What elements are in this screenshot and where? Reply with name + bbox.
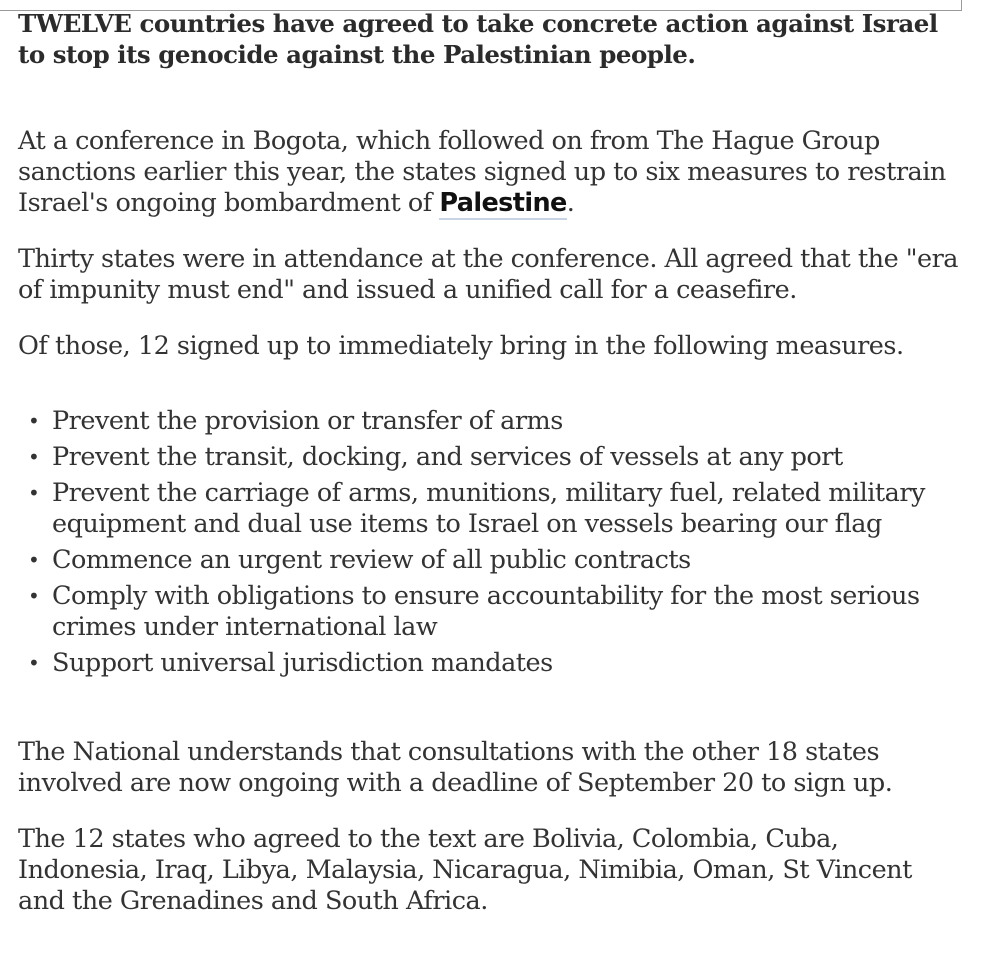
measure-text: Support universal jurisdiction mandates xyxy=(52,648,553,678)
bullet-icon: • xyxy=(28,409,40,433)
article-body xyxy=(18,8,958,917)
measure-text: Prevent the carriage of arms, munitions, military fuel, related military equipment and dual use items to Israel on vessels bearing our flag xyxy=(52,478,925,539)
article-lede: TWELVE countries have agreed to take concrete action against Israel to stop its genocide against the Palestinian people. xyxy=(18,9,938,69)
list-item xyxy=(18,545,958,576)
paragraph-measures-intro: Of those, 12 signed up to immediately bring in the following measures. xyxy=(18,331,904,361)
bullet-icon: • xyxy=(28,548,40,572)
paragraph-conference xyxy=(18,126,958,219)
paragraph-signatories: The 12 states who agreed to the text are Bolivia, Colombia, Cuba, Indonesia, Iraq, Libya, Malaysia, Nicaragua, Nimibia, Oman, St Vincent and the Grenadines and South Africa. xyxy=(18,824,912,916)
measure-text: Prevent the transit, docking, and services of vessels at any port xyxy=(52,442,843,472)
palestine-link[interactable]: Palestine xyxy=(439,188,567,218)
paragraph-conference-text: At a conference in Bogota, which followed on from The Hague Group sanctions earlier this year, the states signed up to six measures to restrain Israel's ongoing bombardment of xyxy=(18,126,946,218)
bullet-icon: • xyxy=(28,584,40,608)
list-item xyxy=(18,648,958,679)
list-item xyxy=(18,442,958,473)
bullet-icon: • xyxy=(28,445,40,469)
measures-list xyxy=(18,406,958,679)
paragraph-attendance: Thirty states were in attendance at the conference. All agreed that the "era of impunity must end" and issued a unified call for a ceasefire. xyxy=(18,244,958,305)
list-item xyxy=(18,406,958,437)
list-item xyxy=(18,581,958,643)
measure-text: Prevent the provision or transfer of arms xyxy=(52,406,563,436)
bullet-icon: • xyxy=(28,481,40,505)
bullet-icon: • xyxy=(28,651,40,675)
measure-text: Comply with obligations to ensure accountability for the most serious crimes under international law xyxy=(52,581,920,642)
paragraph-consultations: The National understands that consultations with the other 18 states involved are now ongoing with a deadline of September 20 to sign up. xyxy=(18,737,893,798)
list-item xyxy=(18,478,958,540)
paragraph-conference-end: . xyxy=(566,188,575,218)
measure-text: Commence an urgent review of all public contracts xyxy=(52,545,691,575)
